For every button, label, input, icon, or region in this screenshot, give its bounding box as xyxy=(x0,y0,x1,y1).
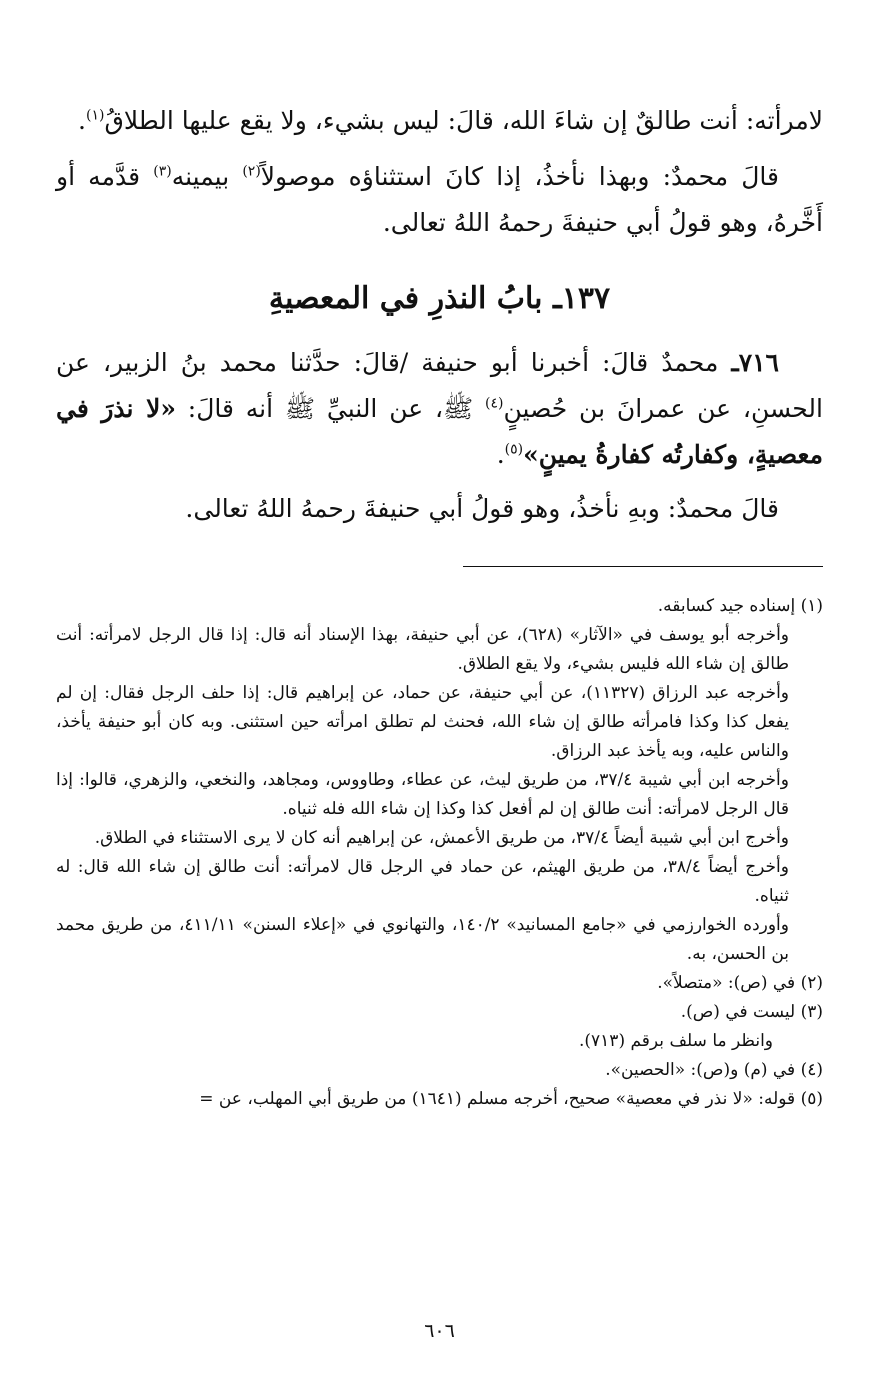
hadith-716 xyxy=(56,340,823,478)
footnote-1-para: وأخرج ابن أبي شيبة أيضاً ٣٧/٤، من طريق الأعمش، عن إبراهيم أنه كان لا يرى الاستثناء في الطلاق. xyxy=(94,828,789,848)
hadith-number: ٧١٦ـ xyxy=(731,348,779,377)
paragraph-text: ﷺ، عن النبيِّ ﷺ أنه قالَ: xyxy=(175,394,486,423)
footnote-1: (١) إسناده جيد كسابقه. xyxy=(657,596,823,616)
paragraph-text: لامرأته: أنت طالقٌ إن شاءَ الله، قالَ: ليس بشيء، ولا يقع عليها الطلاقُ xyxy=(104,106,823,135)
punctuation: . xyxy=(78,106,86,135)
main-text-top xyxy=(56,98,823,246)
chapter-heading: ١٣٧ـ بابُ النذرِ في المعصيةِ xyxy=(268,281,611,316)
paragraph-text: قدَّمه أو أَخَّرهُ، وهو قولُ أبي حنيفةَ رحمهُ اللهُ تعالى. xyxy=(56,162,823,237)
footnotes xyxy=(56,592,823,1114)
footnote-5: (٥) قوله: «لا نذر في معصية» صحيح، أخرجه مسلم (١٦٤١) من طريق أبي المهلب، عن = xyxy=(199,1089,823,1109)
paragraph-text: محمدٌ قالَ: أخبرنا أبو حنيفة /قالَ: حدَّثنا محمد بنُ الزبير، عن الحسنِ، عن عمرانَ بن حُصينٍ xyxy=(56,348,823,423)
footnote-1-para: وأخرجه ابن أبي شيبة ٣٧/٤، من طريق ليث، عن عطاء، وطاووس، ومجاهد، والنخعي، والزهري، قالوا: إذا قال الرجل لامرأته: أنت طالق إن لم أفعل كذا وكذا إن شاء الله فله ثنياه. xyxy=(56,770,789,819)
paragraph-continuation xyxy=(56,98,823,144)
footnote-4: (٤) في (م) و(ص): «الحصين». xyxy=(605,1060,823,1080)
footnote-divider xyxy=(463,566,823,567)
footnote-1-para: وأخرجه عبد الرزاق (١١٣٢٧)، عن أبي حنيفة، عن حماد، عن إبراهيم قال: إذا حلف الرجل فقال: إن لم يفعل كذا وكذا فامرأته طالق إن شاء الله، فحنث لم تطلق امرأته حين استثنى. وبه كان أبو حنيفة يأخذ، والناس عليه، وبه يأخذ عبد الرزاق. xyxy=(56,683,790,761)
footnote-3-para: وانظر ما سلف برقم (٧١٣). xyxy=(579,1031,773,1051)
footnote-2: (٢) في (ص): «متصلاً». xyxy=(657,973,823,993)
footnote-ref: (٤) xyxy=(485,395,504,412)
hadith-text: «لا نذرَ في معصيةٍ، وكفارتُه كفارةُ يمينٍ» xyxy=(56,394,823,469)
footnote-ref: (٥) xyxy=(504,441,524,458)
paragraph-muhammad-1 xyxy=(56,154,823,246)
page-number: ٦٠٦ xyxy=(424,1320,455,1342)
paragraph-text: بيمينه xyxy=(171,162,243,191)
footnote-1-para: وأورده الخوارزمي في «جامع المسانيد» ١٤٠/٢، والتهانوي في «إعلاء السنن» ٤١١/١١، من طريق محمد بن الحسن، به. xyxy=(56,915,789,964)
paragraph-text: قالَ محمدٌ: وبهذا نأخذُ، إذا كانَ استثناؤه موصولاً xyxy=(260,162,780,191)
footnote-1-para: وأخرجه أبو يوسف في «الآثار» (٦٢٨)، عن أبي حنيفة، بهذا الإسناد أنه قال: إذا قال الرجل لامرأته: أنت طالق إن شاء الله فليس بشيء، ولا يقع الطلاق. xyxy=(56,625,790,674)
main-text-bottom xyxy=(56,340,823,532)
footnote-ref: (٣) xyxy=(153,163,172,180)
footnote-3: (٣) ليست في (ص). xyxy=(680,1002,823,1022)
punctuation: . xyxy=(496,440,505,469)
paragraph-muhammad-2: قالَ محمدٌ: وبهِ نأخذُ، وهو قولُ أبي حنيفةَ رحمهُ اللهُ تعالى. xyxy=(185,494,779,523)
footnote-ref: (٢) xyxy=(242,163,261,180)
footnote-1-para: وأخرج أيضاً ٣٨/٤، من طريق الهيثم، عن حماد في الرجل قال لامرأته: أنت طالق إن شاء الله قال: له ثنياه. xyxy=(56,857,789,906)
footnote-ref: (١) xyxy=(86,107,105,124)
